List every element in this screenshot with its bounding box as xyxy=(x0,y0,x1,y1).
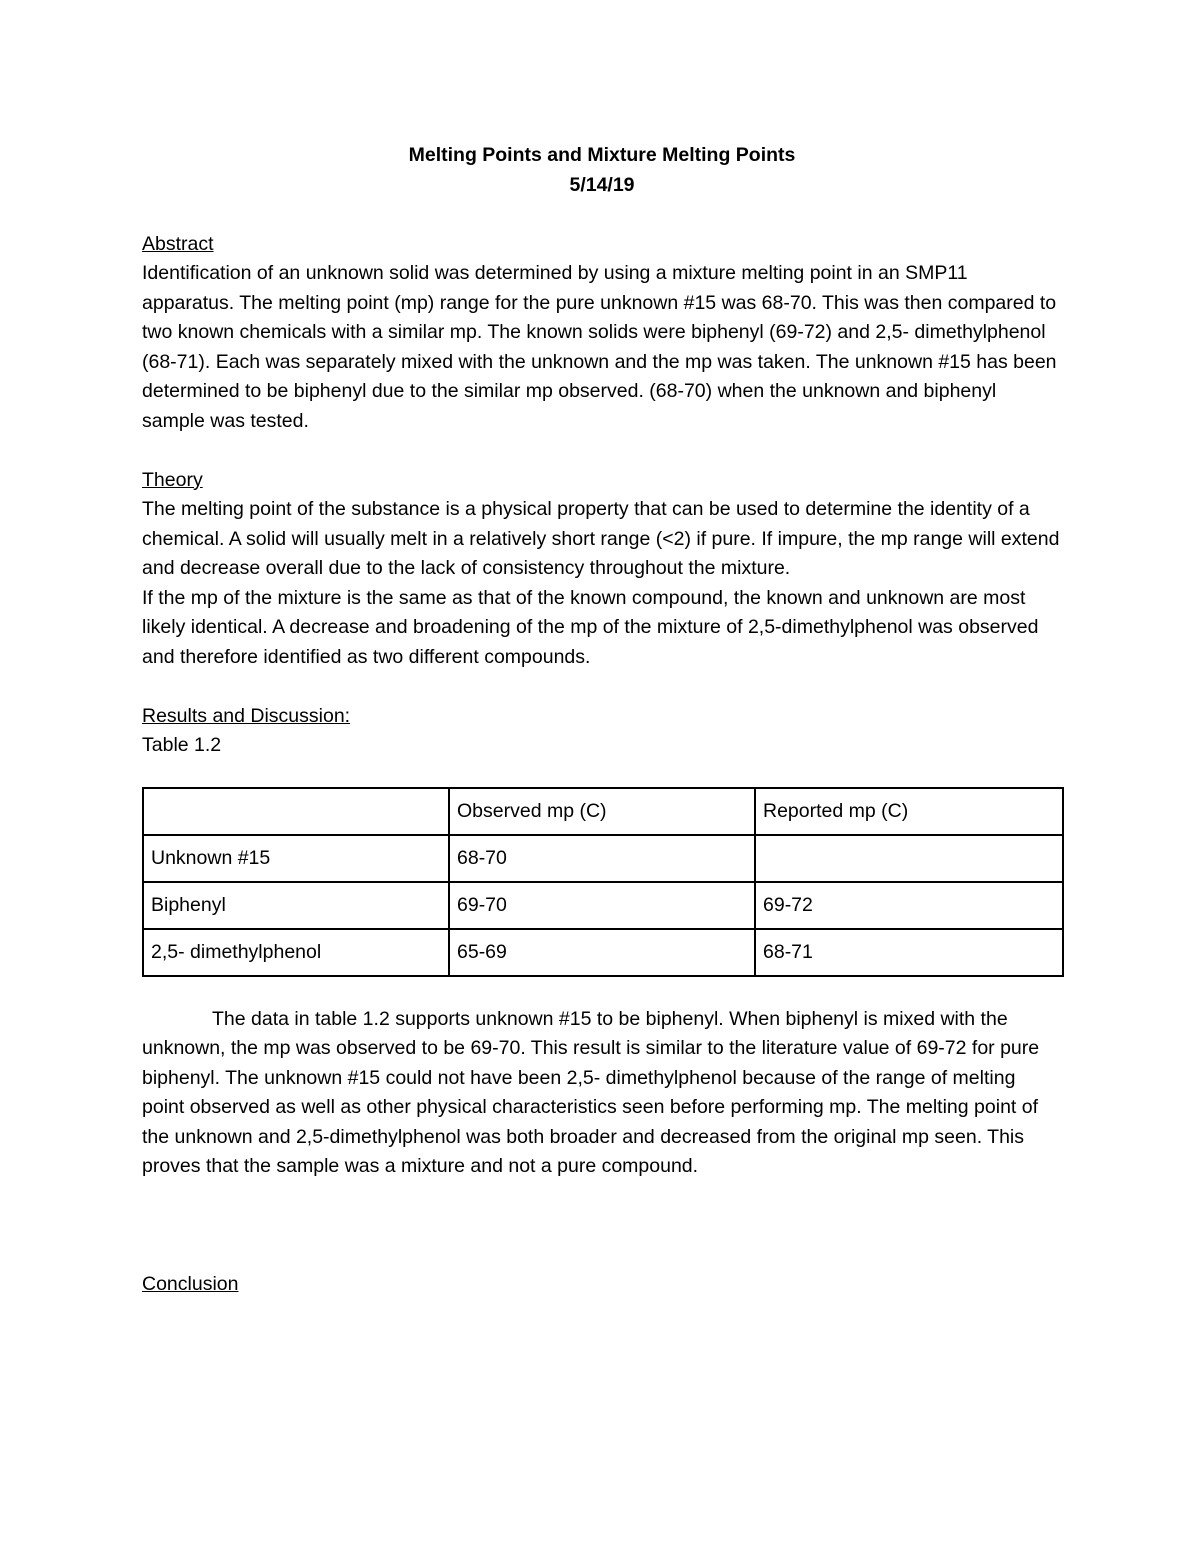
table-cell: 69-72 xyxy=(755,882,1063,929)
abstract-heading: Abstract xyxy=(142,232,214,255)
table-row xyxy=(143,882,1063,929)
abstract-body: Identification of an unknown solid was determined by using a mixture melting point in an SMP11 apparatus. The melting point (mp) range for the pure unknown #15 was 68-70. This was then compared to two known chemicals with a similar mp. The known solids were biphenyl (69-72) and 2,5- dimethylphenol (68-71). Each was separately mixed with the unknown and the mp was taken. The unknown #15 has been determined to be biphenyl due to the similar mp observed. (68-70) when the unknown and biphenyl sample was tested. xyxy=(142,262,1057,432)
table-header-cell xyxy=(143,788,449,835)
table-cell: 68-70 xyxy=(449,835,755,882)
table-cell: Biphenyl xyxy=(143,882,449,929)
spacer xyxy=(142,1211,1062,1241)
table-cell xyxy=(755,835,1063,882)
spacer xyxy=(142,672,1062,702)
spacer xyxy=(142,436,1062,466)
document-date: 5/14/19 xyxy=(569,174,635,196)
document-title: Melting Points and Mixture Melting Points xyxy=(408,144,796,166)
discussion-paragraph: The data in table 1.2 supports unknown #15 to be biphenyl. When biphenyl is mixed with the unknown, the mp was observed to be 69-70. This result is similar to the literature value of 69-72 for pure biphenyl. The unknown #15 could not have been 2,5- dimethylphenol because of the range of melting point observed as well as other physical characteristics seen before performing mp. The melting point of the unknown and 2,5-dimethylphenol was both broader and decreased from the original mp seen. This proves that the sample was a mixture and not a pure compound. xyxy=(142,1007,1040,1177)
table-cell: 68-71 xyxy=(755,929,1063,976)
table-cell: 65-69 xyxy=(449,929,755,976)
table-header-cell: Observed mp (C) xyxy=(449,788,755,835)
table-row xyxy=(143,835,1063,882)
spacer xyxy=(142,1182,1062,1212)
theory-heading: Theory xyxy=(142,468,203,491)
theory-paragraph-2: If the mp of the mixture is the same as that of the known compound, the known and unknown are most likely identical. A decrease and broadening of the mp of the mixture of 2,5-dimethylphenol was observed and therefore identified as two different compounds. xyxy=(142,586,1039,668)
spacer xyxy=(142,200,1062,230)
results-heading: Results and Discussion: xyxy=(142,704,351,727)
theory-paragraph-1: The melting point of the substance is a physical property that can be used to determine the identity of a chemical. A solid will usually melt in a relatively short range (<2) if pure. If impure, the mp range will extend and decrease overall due to the lack of consistency throughout the mixture. xyxy=(142,498,1060,579)
spacer xyxy=(142,1241,1062,1271)
table-cell: 2,5- dimethylphenol xyxy=(143,929,449,976)
table-caption: Table 1.2 xyxy=(142,734,222,756)
conclusion-heading: Conclusion xyxy=(142,1273,239,1295)
table-header-cell: Reported mp (C) xyxy=(755,788,1063,835)
table-row xyxy=(143,929,1063,976)
table-header-row xyxy=(143,788,1063,835)
table-cell: Unknown #15 xyxy=(143,835,449,882)
results-table xyxy=(142,787,1064,977)
table-cell: 69-70 xyxy=(449,882,755,929)
document-page xyxy=(142,140,1062,1300)
